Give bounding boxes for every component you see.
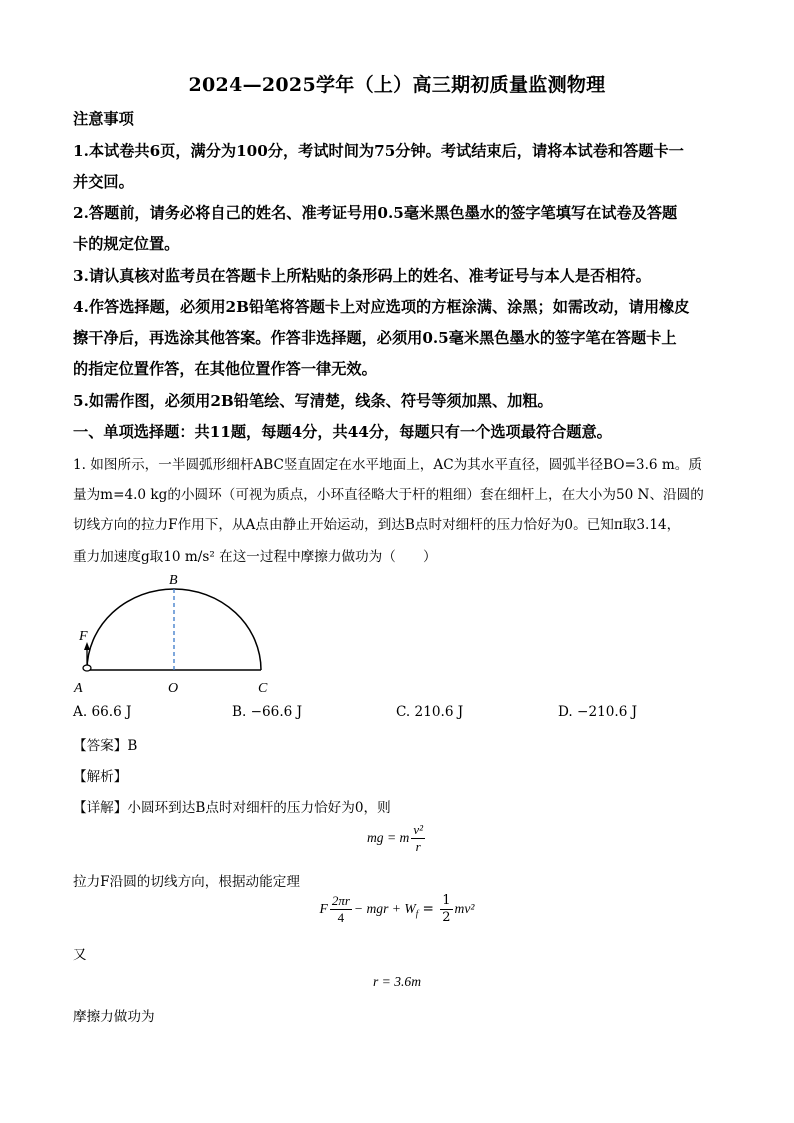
option-b[interactable]: B. −66.6 J bbox=[232, 704, 303, 720]
eq2-num1: 2πr bbox=[331, 893, 350, 908]
question-line: 切线方向的拉力F作用下，从A点由静止开始运动，到达B点时对细杆的压力恰好为0。已知π取3.14， bbox=[73, 517, 681, 533]
notice-line: 3.请认真核对监考员在答题卡上所粘贴的条形码上的姓名、准考证号与本人是否相符。 bbox=[73, 267, 651, 285]
equation-2 bbox=[0, 893, 794, 926]
label-C: C bbox=[258, 681, 268, 696]
semicircle-diagram bbox=[70, 568, 280, 698]
notice-line: 4.作答选择题，必须用2B铅笔将答题卡上对应选项的方框涂满、涂黑；如需改动，请用橡皮 bbox=[73, 298, 690, 316]
notice-line: 擦干净后，再选涂其他答案。作答非选择题，必须用0.5毫米黑色墨水的签字笔在答题卡上 bbox=[73, 329, 677, 347]
label-B: B bbox=[169, 573, 178, 588]
notice-line: 卡的规定位置。 bbox=[73, 235, 180, 253]
answer-label: 【答案】 bbox=[73, 738, 128, 754]
page-title: 2024—2025学年（上）高三期初质量监测物理 bbox=[188, 74, 606, 96]
eq2-mid: − mgr + W bbox=[353, 901, 416, 916]
eq2-num2: 1 bbox=[442, 893, 451, 908]
eq1-den: r bbox=[415, 839, 421, 854]
detail-line bbox=[73, 796, 391, 816]
notice-line: 5.如需作图，必须用2B铅笔绘、写清楚，线条、符号等须加黑、加粗。 bbox=[73, 392, 553, 410]
notice-line: 并交回。 bbox=[73, 173, 134, 191]
option-a[interactable]: A. 66.6 J bbox=[73, 704, 132, 720]
question-line: 重力加速度g取10 m/s² 在这一过程中摩擦力做功为（ ） bbox=[73, 549, 437, 565]
equation-1 bbox=[0, 822, 794, 855]
eq2-fraction-2 bbox=[440, 893, 452, 926]
eq2-f: F bbox=[319, 901, 328, 916]
eq1-lhs: mg = m bbox=[366, 830, 410, 845]
label-F: F bbox=[79, 629, 88, 644]
option-c[interactable]: C. 210.6 J bbox=[396, 704, 464, 720]
notice-line: 2.答题前，请务必将自己的姓名、准考证号用0.5毫米黑色墨水的签字笔填写在试卷及答题 bbox=[73, 204, 678, 222]
eq2-den2: 2 bbox=[442, 910, 451, 925]
eq2-tail: mv² bbox=[454, 901, 475, 916]
detail-text: 小圆环到达B点时对细杆的压力恰好为0，则 bbox=[127, 800, 391, 816]
detail-line: 摩擦力做功为 bbox=[73, 1009, 155, 1025]
label-A: A bbox=[74, 681, 83, 696]
eq2-sub: f bbox=[415, 908, 419, 919]
detail-line: 拉力F沿圆的切线方向，根据动能定理 bbox=[73, 874, 300, 890]
notice-line: 的指定位置作答，在其他位置作答一律无效。 bbox=[73, 360, 377, 378]
option-d[interactable]: D. −210.6 J bbox=[558, 704, 638, 720]
detail-line: 又 bbox=[73, 947, 87, 963]
eq2-fraction-1 bbox=[330, 893, 352, 926]
analysis-label: 【解析】 bbox=[73, 769, 128, 785]
small-ring bbox=[83, 665, 91, 671]
eq2-den1: 4 bbox=[337, 910, 345, 925]
notice-line: 1.本试卷共6页，满分为100分，考试时间为75分钟。考试结束后，请将本试卷和答题卡一 bbox=[73, 142, 684, 160]
answer-line bbox=[73, 734, 137, 754]
eq1-num: v² bbox=[413, 822, 424, 837]
detail-label: 【详解】 bbox=[73, 800, 128, 816]
eq2-equals: = bbox=[418, 901, 439, 917]
section-heading: 一、单项选择题：共11题，每题4分，共44分，每题只有一个选项最符合题意。 bbox=[73, 423, 612, 441]
label-O: O bbox=[168, 681, 179, 696]
notice-heading: 注意事项 bbox=[73, 110, 134, 128]
semicircle-rod bbox=[87, 589, 261, 670]
eq1-fraction bbox=[411, 822, 425, 855]
equation-3 bbox=[0, 974, 794, 990]
answer-value: B bbox=[127, 738, 138, 754]
question-line: 1. 如图所示，一半圆弧形细杆ABC竖直固定在水平地面上，AC为其水平直径，圆弧半径BO=3.6 m。质 bbox=[73, 457, 702, 473]
eq3: r = 3.6m bbox=[372, 974, 422, 989]
question-line: 量为m=4.0 kg的小圆环（可视为质点，小环直径略大于杆的粗细）套在细杆上，在大小为50 N、沿圆的 bbox=[73, 487, 704, 503]
